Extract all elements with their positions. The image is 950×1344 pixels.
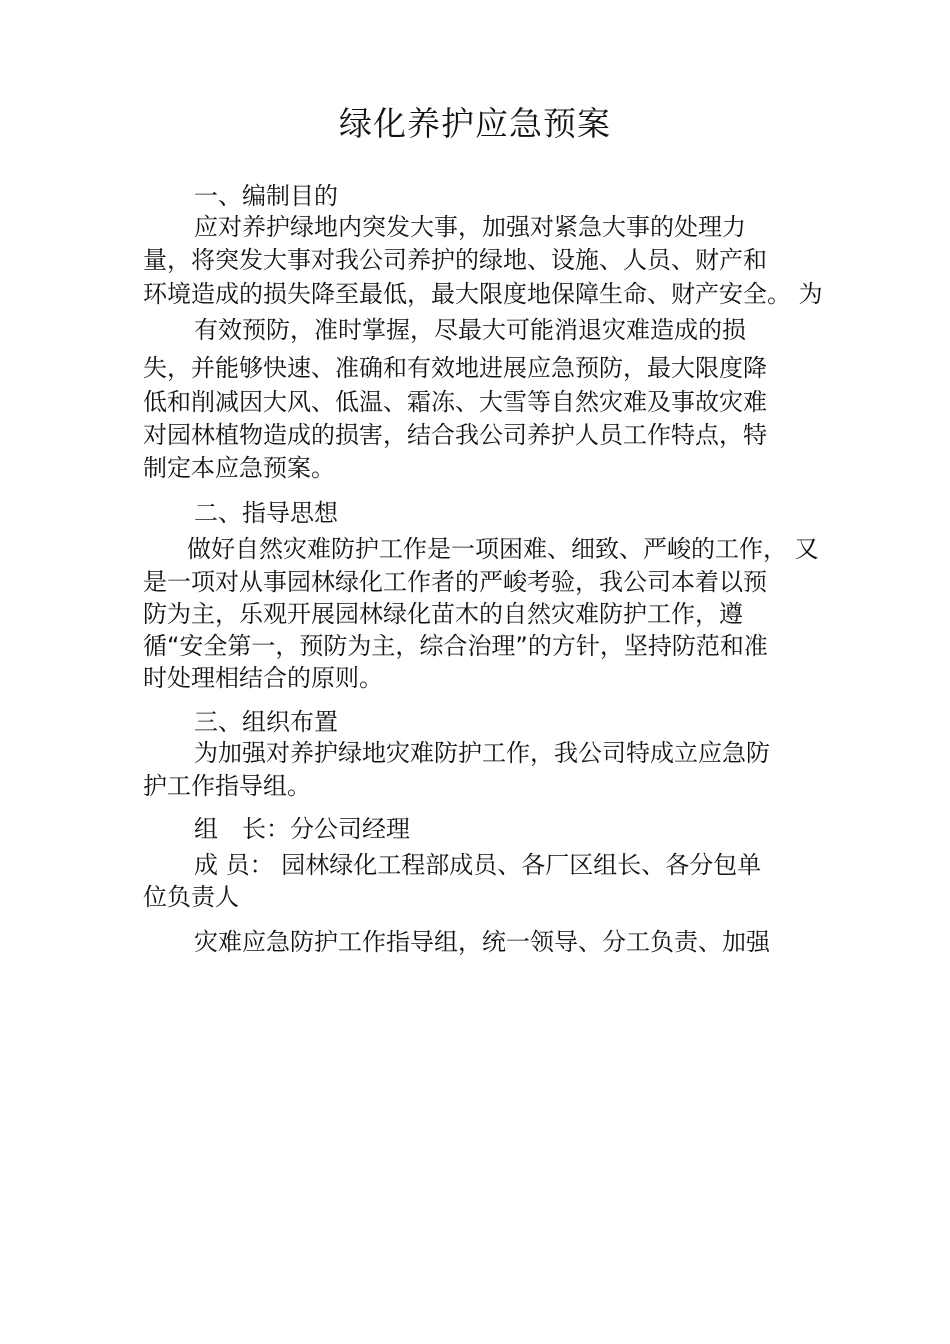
group-leader-line: 组 长：分公司经理 [194,815,410,843]
paragraph-line: 时处理相结合的原则。 [143,664,383,692]
document-title: 绿化养护应急预案 [339,104,611,143]
paragraph-line: 护工作指导组。 [143,772,311,800]
paragraph-line: 有效预防，准时掌握，尽最大可能消退灾难造成的损 [194,316,746,344]
paragraph-line: 是一项对从事园林绿化工作者的严峻考验，我公司本着以预 [143,568,767,596]
section-heading-organization: 三、组织布置 [194,708,338,736]
paragraph-line: 为加强对养护绿地灾难防护工作，我公司特成立应急防 [194,739,770,767]
paragraph-line: 失，并能够快速、准确和有效地进展应急预防，最大限度降 [143,354,767,382]
paragraph-line: 环境造成的损失降至最低，最大限度地保障生命、财产安全。 为 [143,280,823,308]
paragraph-line: 低和削减因大风、低温、霜冻、大雪等自然灾难及事故灾难 [143,388,767,416]
section-heading-guideline: 二、指导思想 [194,499,338,527]
paragraph-line: 防为主，乐观开展园林绿化苗木的自然灾难防护工作，遵 [143,600,743,628]
paragraph-line: 量，将突发大事对我公司养护的绿地、设施、人员、财产和 [143,246,767,274]
paragraph-line: 制定本应急预案。 [143,454,335,482]
paragraph-line: 位负责人 [143,883,239,911]
section-heading-purpose: 一、编制目的 [194,182,338,210]
paragraph-line: 做好自然灾难防护工作是一项困难、细致、严峻的工作， 又 [187,535,819,563]
paragraph-line: 循“安全第一，预防为主，综合治理”的方针，坚持防范和准 [143,632,768,660]
paragraph-line: 对园林植物造成的损害，结合我公司养护人员工作特点，特 [143,421,767,449]
paragraph-line: 应对养护绿地内突发大事，加强对紧急大事的处理力 [194,213,746,241]
group-members-line: 成 员： 园林绿化工程部成员、各厂区组长、各分包单 [194,851,762,879]
paragraph-line: 灾难应急防护工作指导组，统一领导、分工负责、加强 [194,928,770,956]
